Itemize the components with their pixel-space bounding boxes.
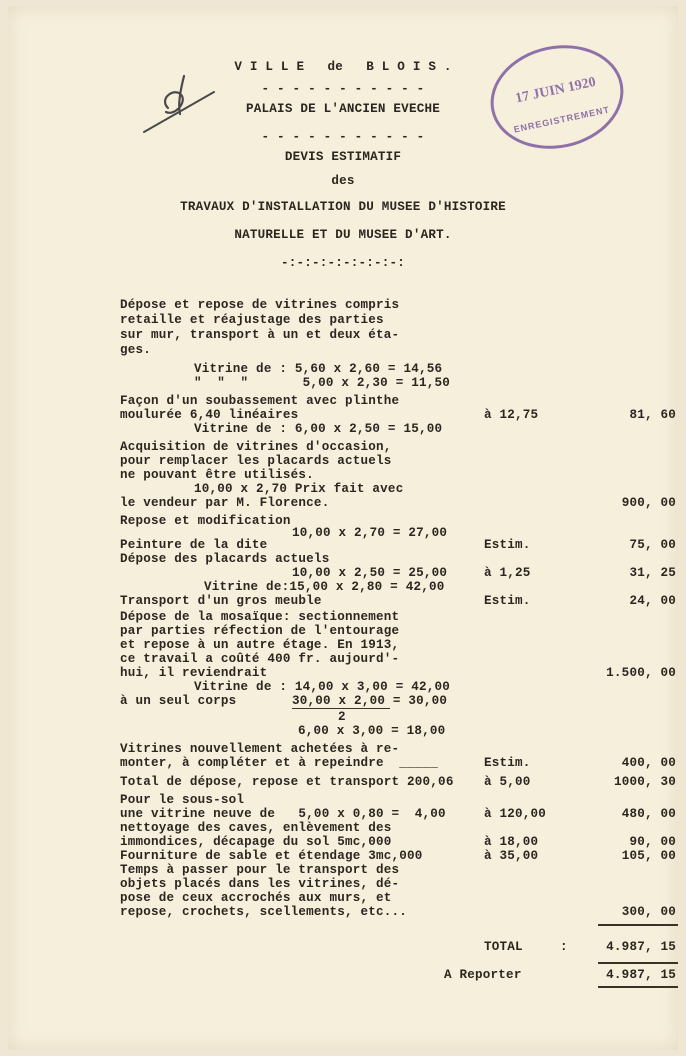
estimate-line: ce travail a coûté 400 fr. aujourd'- (120, 652, 400, 666)
estimate-line: hui, il reviendrait (120, 666, 268, 680)
amount: 1000, 30 (613, 775, 676, 789)
estimate-line: Vitrine de : 14,00 x 3,00 = 42,00 (194, 680, 450, 694)
estimate-line: Transport d'un gros meuble (120, 594, 322, 608)
unit-price: Estim. (484, 538, 531, 552)
amount: 90, 00 (629, 835, 676, 849)
report-rule-top (598, 962, 678, 964)
des-word: des (331, 174, 355, 188)
estimate-line: Vitrine de:15,00 x 2,80 = 42,00 (204, 580, 445, 594)
estimate-line: pose de ceux accrochés aux murs, et (120, 891, 392, 905)
estimate-line: 6,00 x 3,00 = 18,00 (298, 724, 446, 738)
estimate-line: ges. (120, 343, 152, 357)
unit-price: à 5,00 (484, 775, 531, 789)
estimate-line: Acquisition de vitrines d'occasion, (120, 440, 392, 454)
estimate-line: Dépose de la mosaïque: sectionnement (120, 610, 400, 624)
estimate-line: Repose et modification (120, 514, 291, 528)
estimate-line: Dépose et repose de vitrines compris (120, 298, 400, 312)
unit-price: Estim. (484, 594, 531, 608)
amount: 81, 60 (629, 408, 676, 422)
estimate-line: 2 (338, 710, 346, 724)
estimate-line: Dépose des placards actuels (120, 552, 330, 566)
unit-price: à 12,75 (484, 408, 539, 422)
city-title: V I L L E de B L O I S . (234, 60, 452, 74)
estimate-line: ne pouvant être utilisés. (120, 468, 314, 482)
estimate-line: moulurée 6,40 linéaires (120, 408, 299, 422)
stamp-date: 17 JUIN 1920 (514, 74, 598, 107)
total-label: TOTAL (484, 940, 523, 954)
ornament: -:-:-:-:-:-:-:-: (280, 256, 406, 270)
report-amount: 4.987, 15 (606, 968, 676, 982)
report-rule-bottom (598, 986, 678, 988)
amount: 400, 00 (621, 756, 676, 770)
total-colon: : (560, 940, 568, 954)
report-label: A Reporter (444, 968, 522, 982)
estimate-line: à un seul corps (120, 694, 237, 708)
estimate-line: Façon d'un soubassement avec plinthe (120, 394, 400, 408)
devis-title: DEVIS ESTIMATIF (284, 150, 402, 164)
amount: 480, 00 (621, 807, 676, 821)
estimate-line: sur mur, transport à un et deux éta- (120, 328, 400, 342)
amount: 31, 25 (629, 566, 676, 580)
estimate-line: Peinture de la dite (120, 538, 268, 552)
estimate-line: Vitrine de : 6,00 x 2,50 = 15,00 (194, 422, 443, 436)
total-rule (598, 924, 678, 926)
unit-price: à 120,00 (484, 807, 547, 821)
estimate-line: repose, crochets, scellements, etc... (120, 905, 408, 919)
estimate-line: Vitrines nouvellement achetées à re- (120, 742, 400, 756)
estimate-line: 10,00 x 2,70 Prix fait avec (194, 482, 404, 496)
estimate-line: 10,00 x 2,70 = 27,00 (292, 526, 448, 540)
estimate-line: Total de dépose, repose et transport 200,06 (120, 775, 454, 789)
estimate-line: " " " 5,00 x 2,30 = 11,50 (194, 376, 450, 390)
estimate-line: immondices, décapage du sol 5mc,000 (120, 835, 392, 849)
unit-price: à 35,00 (484, 849, 539, 863)
estimate-line: par parties réfection de l'entourage (120, 624, 400, 638)
estimate-line: Fourniture de sable et étendage 3mc,000 (120, 849, 423, 863)
estimate-line: Vitrine de : 5,60 x 2,60 = 14,56 (194, 362, 443, 376)
estimate-line: et repose à un autre étage. En 1913, (120, 638, 400, 652)
header-rule-2: - - - - - - - - - - - (261, 130, 425, 144)
estimate-line: Pour le sous-sol (120, 793, 245, 807)
estimate-line: Temps à passer pour le transport des (120, 863, 400, 877)
works-title-line-2: NATURELLE ET DU MUSEE D'ART. (234, 228, 452, 242)
works-title-line-1: TRAVAUX D'INSTALLATION DU MUSEE D'HISTOIRE (180, 200, 506, 214)
header-rule-1: - - - - - - - - - - - (261, 82, 425, 96)
unit-price: Estim. (484, 756, 531, 770)
amount: 24, 00 (629, 594, 676, 608)
unit-price: à 18,00 (484, 835, 539, 849)
estimate-line: nettoyage des caves, enlèvement des (120, 821, 392, 835)
estimate-line: pour remplacer les placards actuels (120, 454, 392, 468)
estimate-line: monter, à compléter et à repeindre _____ (120, 756, 439, 770)
estimate-line: objets placés dans les vitrines, dé- (120, 877, 400, 891)
amount: 900, 00 (621, 496, 676, 510)
estimate-line: 30,00 x 2,00 = 30,00 (292, 694, 448, 708)
stamp-label: ENREGISTREMENT (512, 104, 611, 135)
document-page (8, 6, 678, 1050)
amount: 105, 00 (621, 849, 676, 863)
amount: 300, 00 (621, 905, 676, 919)
total-amount: 4.987, 15 (606, 940, 676, 954)
unit-price: à 1,25 (484, 566, 531, 580)
estimate-line: le vendeur par M. Florence. (120, 496, 330, 510)
estimate-line: retaille et réajustage des parties (120, 313, 384, 327)
palace-title: PALAIS DE L'ANCIEN EVECHE (246, 102, 440, 116)
amount: 1.500, 00 (606, 666, 676, 680)
estimate-line: 10,00 x 2,50 = 25,00 (292, 566, 448, 580)
fraction-rule (292, 708, 390, 709)
estimate-line: une vitrine neuve de 5,00 x 0,80 = 4,00 (120, 807, 446, 821)
amount: 75, 00 (629, 538, 676, 552)
